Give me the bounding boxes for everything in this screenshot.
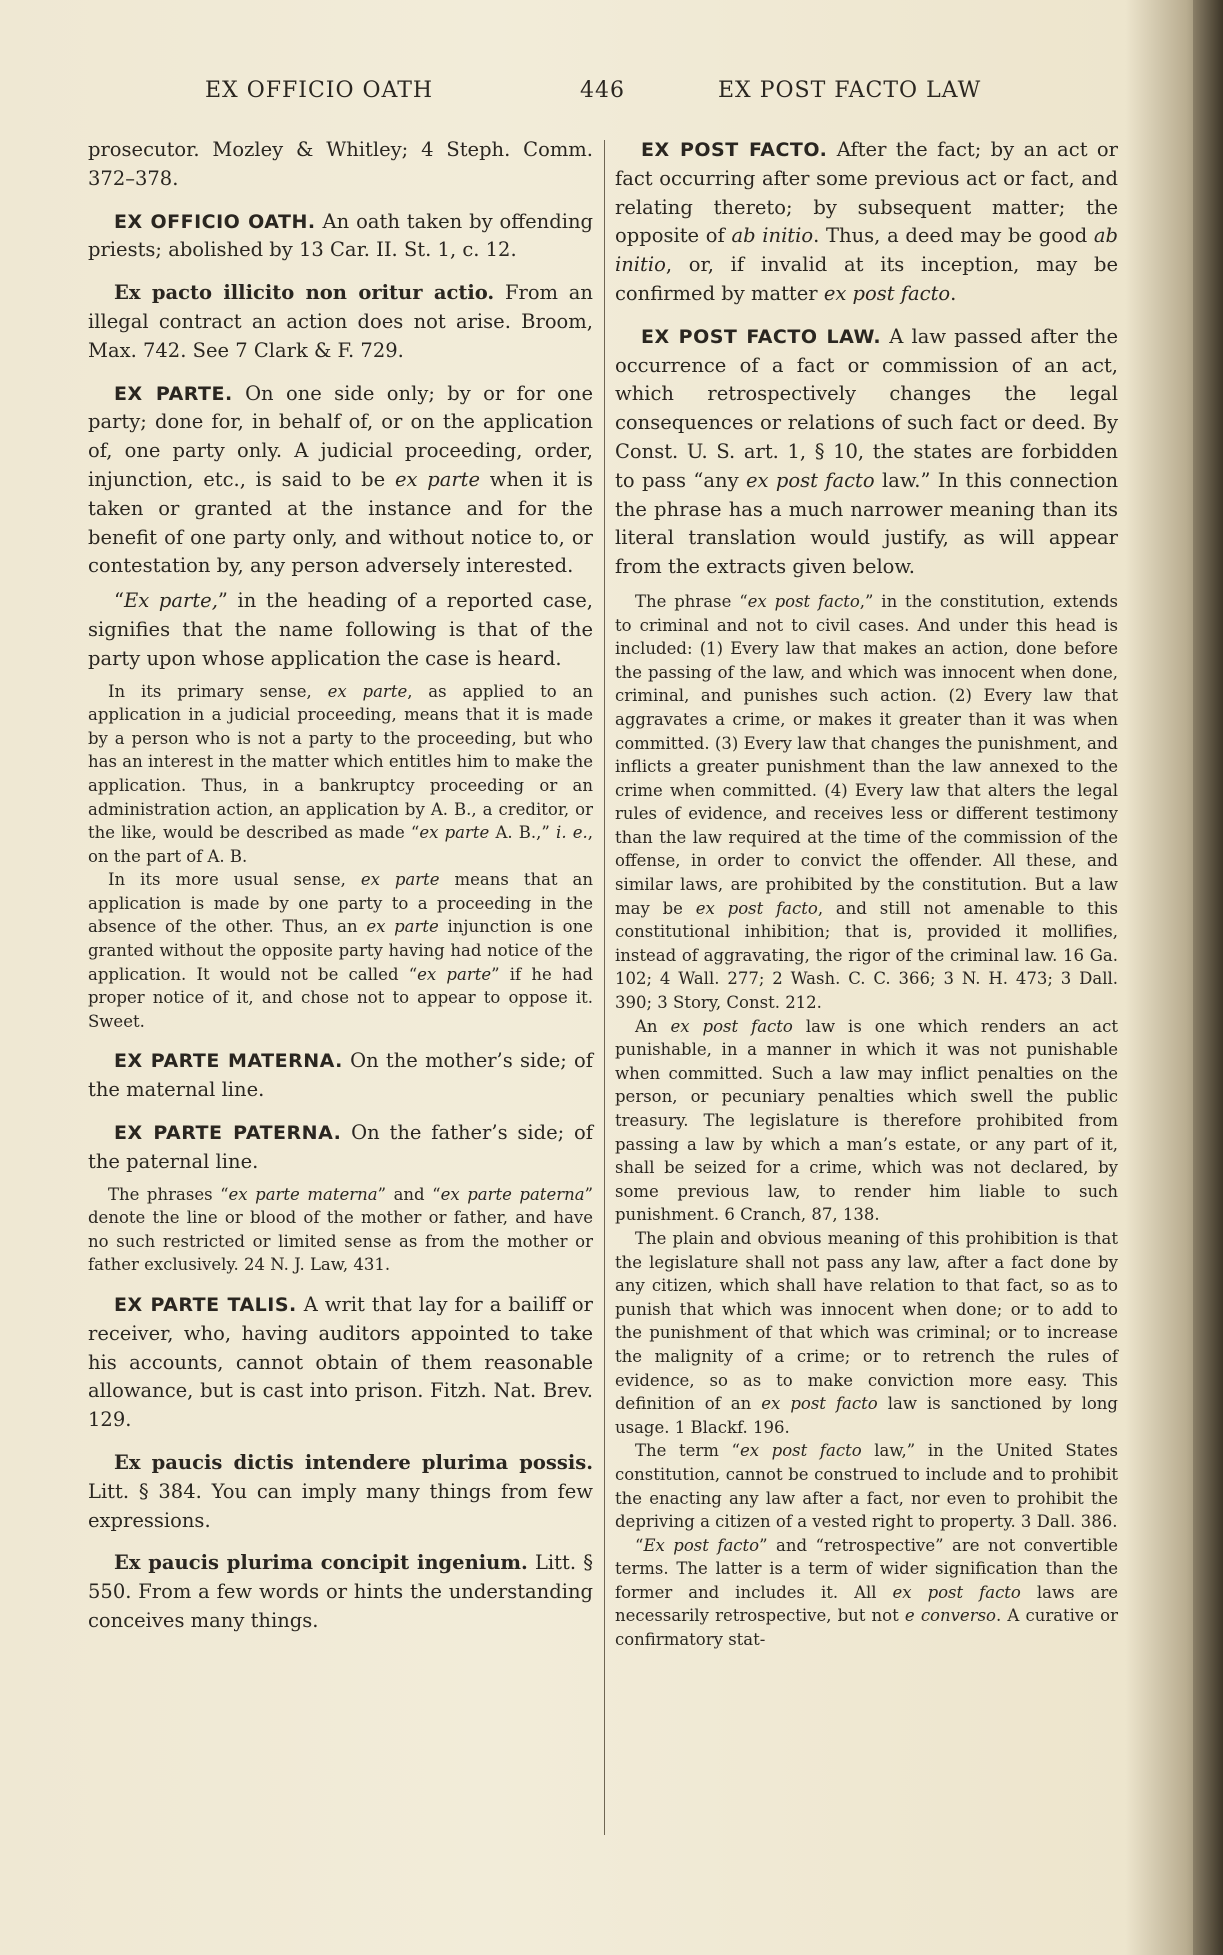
entry-term: EX PARTE. <box>114 382 233 405</box>
quote-primary-sense: In its primary sense, ex parte, as applied to an application in a judicial proceeding, means that it is made by a person who is not a party to the proceeding, but who has an interest in the matter which entitles him to make the application. Thus, in a bankruptcy proceeding or an administration action, an application by A. B., a creditor, or the like, would be described as made “ex parte A. B.,” i. e., on the part of A. B. <box>88 681 594 866</box>
quote-usual-sense: In its more usual sense, ex parte means that an application is made by one party to a proceeding in the absence of the other. Thus, an ex parte injunction is one granted without the opposite party having had notice of the application. It would not be called “ex parte” if he had proper notice of it, and chose not to appear to oppose it. Sweet. <box>88 870 594 1031</box>
entry-term: EX PARTE MATERNA. <box>114 1050 343 1073</box>
entry-ex-paucis-plurima: Ex paucis plurima concipit ingenium. Litt. § 550. From a few words or hints the understanding conceives many things. <box>88 1551 593 1632</box>
entry-continuation: prosecutor. Mozley & Whitley; 4 Steph. Comm. 372–378. <box>88 138 593 190</box>
entry-ex-parte-heading: “Ex parte,” in the heading of a reported case, signifies that the name following is that of the party upon whose application the case is heard. <box>88 589 593 670</box>
quote-renders-punishable: An ex post facto law is one which renders an act punishable, in a manner in which it was not punishable when committed. Such a law may inflict penalties on the person, or pecuniary penalties which swell the public treasury. The legislature is therefore prohibited from passing a law by which a man’s estate, or any part of it, shall be seized for a crime, which was not declared, by some previous law, to render him liable to such punishment. 6 Cranch, 87, 138. <box>615 1016 1118 1225</box>
quote-plain-meaning: The plain and obvious meaning of this prohibition is that the legislature shall not pass any law, after a fact done by any citizen, which shall have relation to that fact, so as to punish that which was innocent when done; or to add to the punishment of that which was criminal; or to increase the malignity of a crime; or to retrench the rules of evidence, so as to make conviction more easy. This definition of an ex post facto law is sanctioned by long usage. 1 Blackf. 196. <box>615 1228 1118 1437</box>
entry-ex-pacto-illicito <box>88 279 593 365</box>
right-column <box>615 136 1118 1652</box>
entry-term: Ex paucis dictis intendere plurima possis. <box>114 1451 593 1474</box>
running-header <box>0 78 1223 110</box>
entry-ex-post-facto-law: EX POST FACTO LAW. A law passed after the occurrence of a fact or commission of an act, which retrospectively changes the legal consequences or relations of such fact or deed. By Const. U. S. art. 1, § 10, the states are forbidden to pass “any ex post facto law.” In this connection the phrase has a much narrower meaning than its literal translation would justify, as will appear from the extracts given below. <box>615 324 1119 579</box>
quote-phrases: The phrases “ex parte materna” and “ex parte paterna” denote the line or blood of the mother or father, and have no such restricted or limited sense as from the mother or father exclusively. 24 N. J. Law, 431. <box>88 1184 593 1275</box>
header-right-guide-word: EX POST FACTO LAW <box>718 78 982 103</box>
entry-ex-officio-oath <box>88 208 593 266</box>
header-left-guide-word: EX OFFICIO OATH <box>205 78 434 103</box>
entry-term: EX POST FACTO. <box>641 139 828 161</box>
entry-term: Ex pacto illicito non oritur actio. <box>114 281 495 305</box>
entry-term: EX OFFICIO OATH. <box>114 210 316 233</box>
entry-ex-post-facto: EX POST FACTO. After the fact; by an act or fact occurring after some previous act or fact, and relating thereto; by subsequent matter; the opposite of ab initio. Thus, a deed may be good ab initio, or, if invalid at its inception, may be confirmed by matter ex post facto. <box>615 138 1119 305</box>
quote-united-states-constitution: The term “ex post facto law,” in the United States constitution, cannot be construed to include and to prohibit the enacting any law after a fact, nor even to prohibit the depriving a citizen of a vested right to property. 3 Dall. 386. <box>615 1441 1118 1532</box>
quote-retrospective: “Ex post facto” and “retrospective” are not convertible terms. The latter is a term of wider signification than the former and includes it. All ex post facto laws are necessarily retrospective, but not e converso. A curative or confirmatory stat- <box>615 1535 1118 1650</box>
page-number: 446 <box>580 78 625 103</box>
entry-definition: From an illegal contract an action does not arise. Broom, Max. 742. See 7 Clark & F. 729. <box>88 281 593 362</box>
entry-ex-parte-materna: EX PARTE MATERNA. On the mother’s side; of the maternal line. <box>88 1049 593 1102</box>
entry-term: EX POST FACTO LAW. <box>641 325 882 348</box>
entry-ex-paucis-dictis: Ex paucis dictis intendere plurima possis. Litt. § 384. You can imply many things from few expressions. <box>88 1451 593 1532</box>
left-column <box>88 136 593 1650</box>
entry-term: Ex paucis plurima concipit ingenium. <box>114 1551 528 1575</box>
entry-term: EX PARTE PATERNA. <box>114 1122 342 1145</box>
page-binding-edge <box>1193 0 1223 1955</box>
entry-ex-parte-paterna: EX PARTE PATERNA. On the father’s side; of the paternal line. <box>88 1121 594 1173</box>
entry-definition: An oath taken by offending priests; abolished by 13 Car. II. St. 1, c. 12. <box>88 209 593 262</box>
entry-ex-parte: EX PARTE. On one side only; by or for one party; done for, in behalf of, or on the application of, one party only. A judicial proceeding, order, injunction, etc., is said to be ex parte when it is taken or granted at the instance and for the benefit of one party only, and without notice to, or contestation by, any person adversely interested. <box>88 381 594 578</box>
entry-ex-parte-talis: EX PARTE TALIS. A writ that lay for a bailiff or receiver, who, having auditors appointed to take his accounts, cannot obtain of them reasonable allowance, but is cast into prison. Fitzh. Nat. Brev. 129. <box>88 1293 593 1432</box>
quote-phrase-constitution: The phrase “ex post facto,” in the constitution, extends to criminal and not to civil cases. And under this head is included: (1) Every law that makes an action, done before the passing of the law, and which was innocent when done, criminal, and punishes such action. (2) Every law that aggravates a crime, or makes it greater than it was when committed. (3) Every law that changes the punishment, and inflicts a greater punishment than the law annexed to the crime when committed. (4) Every law that alters the legal rules of evidence, and receives less or different testimony than the law required at the time of the commission of the offense, in order to convict the offender. All these, and similar laws, are prohibited by the constitution. But a law may be ex post facto, and still not amenable to this constitutional inhibition; that is, provided it mollifies, instead of aggravating, the rigor of the criminal law. 16 Ga. 102; 4 Wall. 277; 2 Wash. C. C. 366; 3 N. H. 473; 3 Dall. 390; 3 Story, Const. 212. <box>615 591 1119 1013</box>
entry-term: EX PARTE TALIS. <box>114 1294 297 1317</box>
column-divider <box>604 140 605 1835</box>
